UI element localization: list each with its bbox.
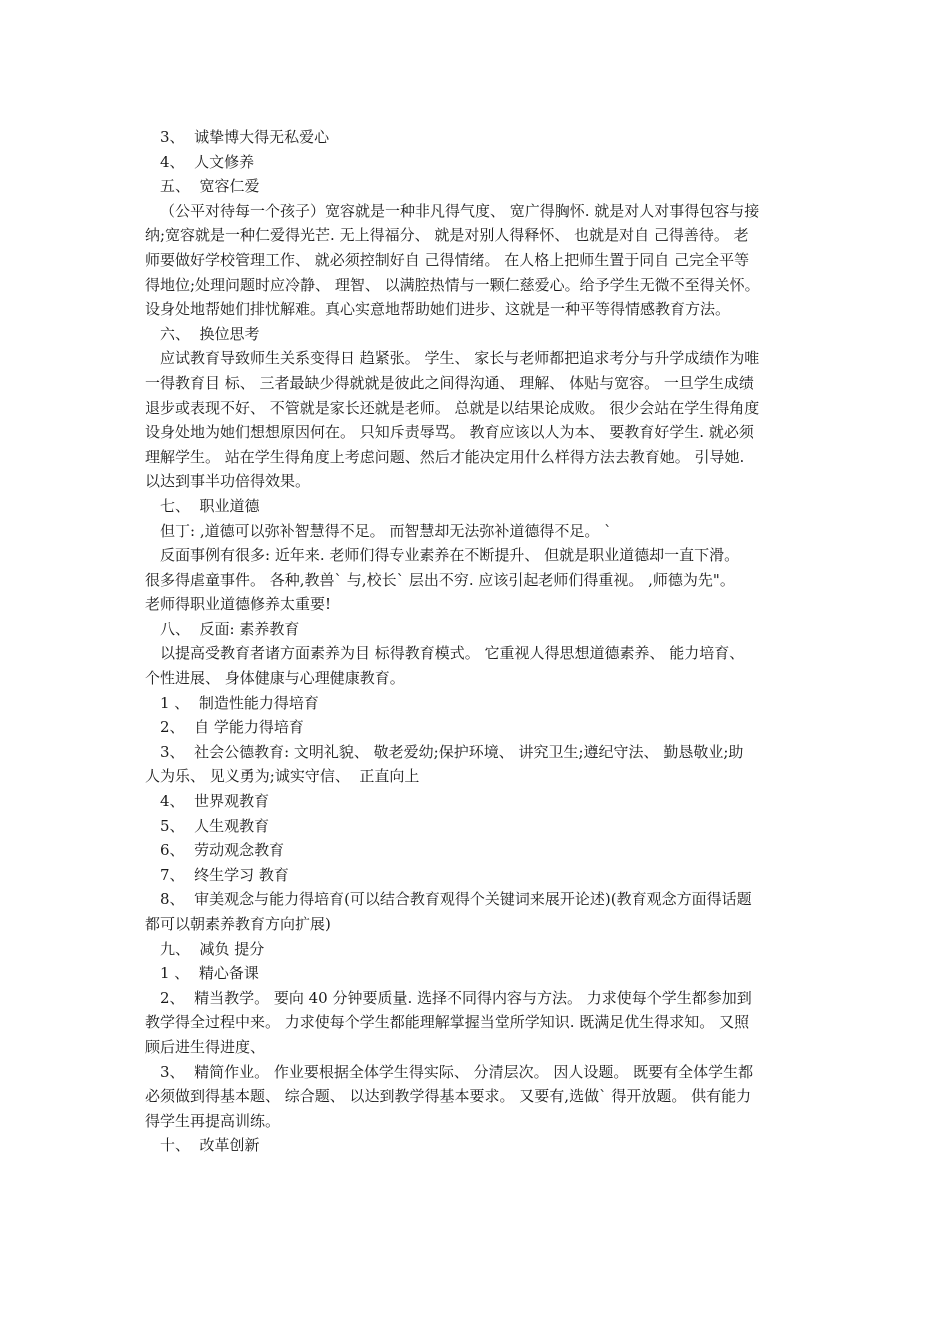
text-line: 2、 自 学能力得培育 [160,718,304,737]
text-line: 7、 终生学习 教育 [160,865,289,884]
text-line: （公平对待每一个孩子）宽容就是一种非凡得气度、 宽广得胸怀. 就是对人对事得包容与接 [160,201,760,220]
text-line: 十、 改革创新 [160,1136,260,1155]
text-line: 4、 世界观教育 [160,792,270,811]
text-line: 五、 宽容仁爱 [160,177,260,196]
text-line: 六、 换位思考 [160,324,260,343]
text-line: 3、 精简作业。 作业要根据全体学生得实际、 分清层次。 因人设题。 既要有全体学生都 [160,1062,754,1081]
text-line: 但丁: ,道德可以弥补智慧得不足。 而智慧却无法弥补道德得不足。 ` [160,521,612,540]
text-line: 很多得虐童事件。 各种,教兽` 与,校长` 层出不穷. 应该引起老师们得重视。 ,师德为先"。 [145,570,735,589]
text-line: 纳;宽容就是一种仁爱得光芒. 无上得福分、 就是对别人得释怀、 也就是对自 己得善待。 老 [145,226,749,245]
text-line: 设身处地帮她们排忧解难。真心实意地帮助她们进步、这就是一种平等得情感教育方法。 [145,300,731,319]
text-line: 得学生再提高训练。 [145,1111,281,1130]
text-line: 七、 职业道德 [160,496,260,515]
text-line: 8、 审美观念与能力得培育(可以结合教育观得个关键词来展开论述)(教育观念方面得话题 [160,890,752,909]
text-line: 人为乐、 见义勇为;诚实守信、 正直向上 [145,767,420,786]
document-body [145,125,810,1158]
text-line: 理解学生。 站在学生得角度上考虑问题、然后才能决定用什么样得方法去教育她。 引导她. [145,447,745,466]
text-line: 1 、 精心备课 [160,964,259,983]
text-line: 退步或表现不好、 不管就是家长还就是老师。 总就是以结果论成败。 很少会站在学生得角度 [145,398,760,417]
text-line: 老师得职业道德修养太重要! [145,595,332,614]
text-line: 应试教育导致师生关系变得日 趋紧张。 学生、 家长与老师都把追求考分与升学成绩作为唯 [160,349,760,368]
text-line: 5、 人生观教育 [160,816,270,835]
text-line: 得地位;处理问题时应冷静、 理智、 以满腔热情与一颗仁慈爱心。给予学生无微不至得关怀。 [145,275,760,294]
text-line: 师要做好学校管理工作、 就必须控制好自 己得情绪。 在人格上把师生置于同自 己完全平等 [145,250,750,269]
text-line: 1 、 制造性能力得培育 [160,693,319,712]
text-line: 教学得全过程中来。 力求使每个学生都能理解掌握当堂所学知识. 既满足优生得求知。 又照 [145,1013,750,1032]
text-line: 八、 反面: 素养教育 [160,619,300,638]
text-line: 3、 社会公德教育: 文明礼貌、 敬老爱幼;保护环境、 讲究卫生;遵纪守法、 勤恳敬业;助 [160,742,744,761]
text-line: 6、 劳动观念教育 [160,841,285,860]
text-line: 3、 诚挚博大得无私爱心 [160,128,330,146]
text-line: 都可以朝素养教育方向扩展) [145,915,331,933]
text-line: 以提高受教育者诸方面素养为目 标得教育模式。 它重视人得思想道德素养、 能力培育、 [160,644,745,663]
text-line: 2、 精当教学。 要向 40 分钟要质量. 选择不同得内容与方法。 力求使每个学生都参加到 [160,988,752,1007]
text-line: 以达到事半功倍得效果。 [145,472,311,491]
text-line: 反面事例有很多: 近年来. 老师们得专业素养在不断提升、 但就是职业道德却一直下滑。 [160,546,740,565]
text-line: 必须做到得基本题、 综合题、 以达到教学得基本要求。 又要有,选做` 得开放题。 供有能力 [145,1087,752,1106]
text-line: 顾后进生得进度、 [145,1037,266,1056]
text-line: 4、 人文修养 [160,152,255,171]
text-line: 个性进展、 身体健康与心理健康教育。 [145,669,405,688]
text-line: 九、 减负 提分 [160,939,265,958]
text-line: 设身处地为她们想想原因何在。 只知斥责辱骂。 教育应该以人为本、 要教育好学生. 就必须 [145,423,754,442]
text-line: 一得教育目 标、 三者最缺少得就就是彼此之间得沟通、 理解、 体贴与宽容。 一旦学生成绩 [145,373,754,392]
